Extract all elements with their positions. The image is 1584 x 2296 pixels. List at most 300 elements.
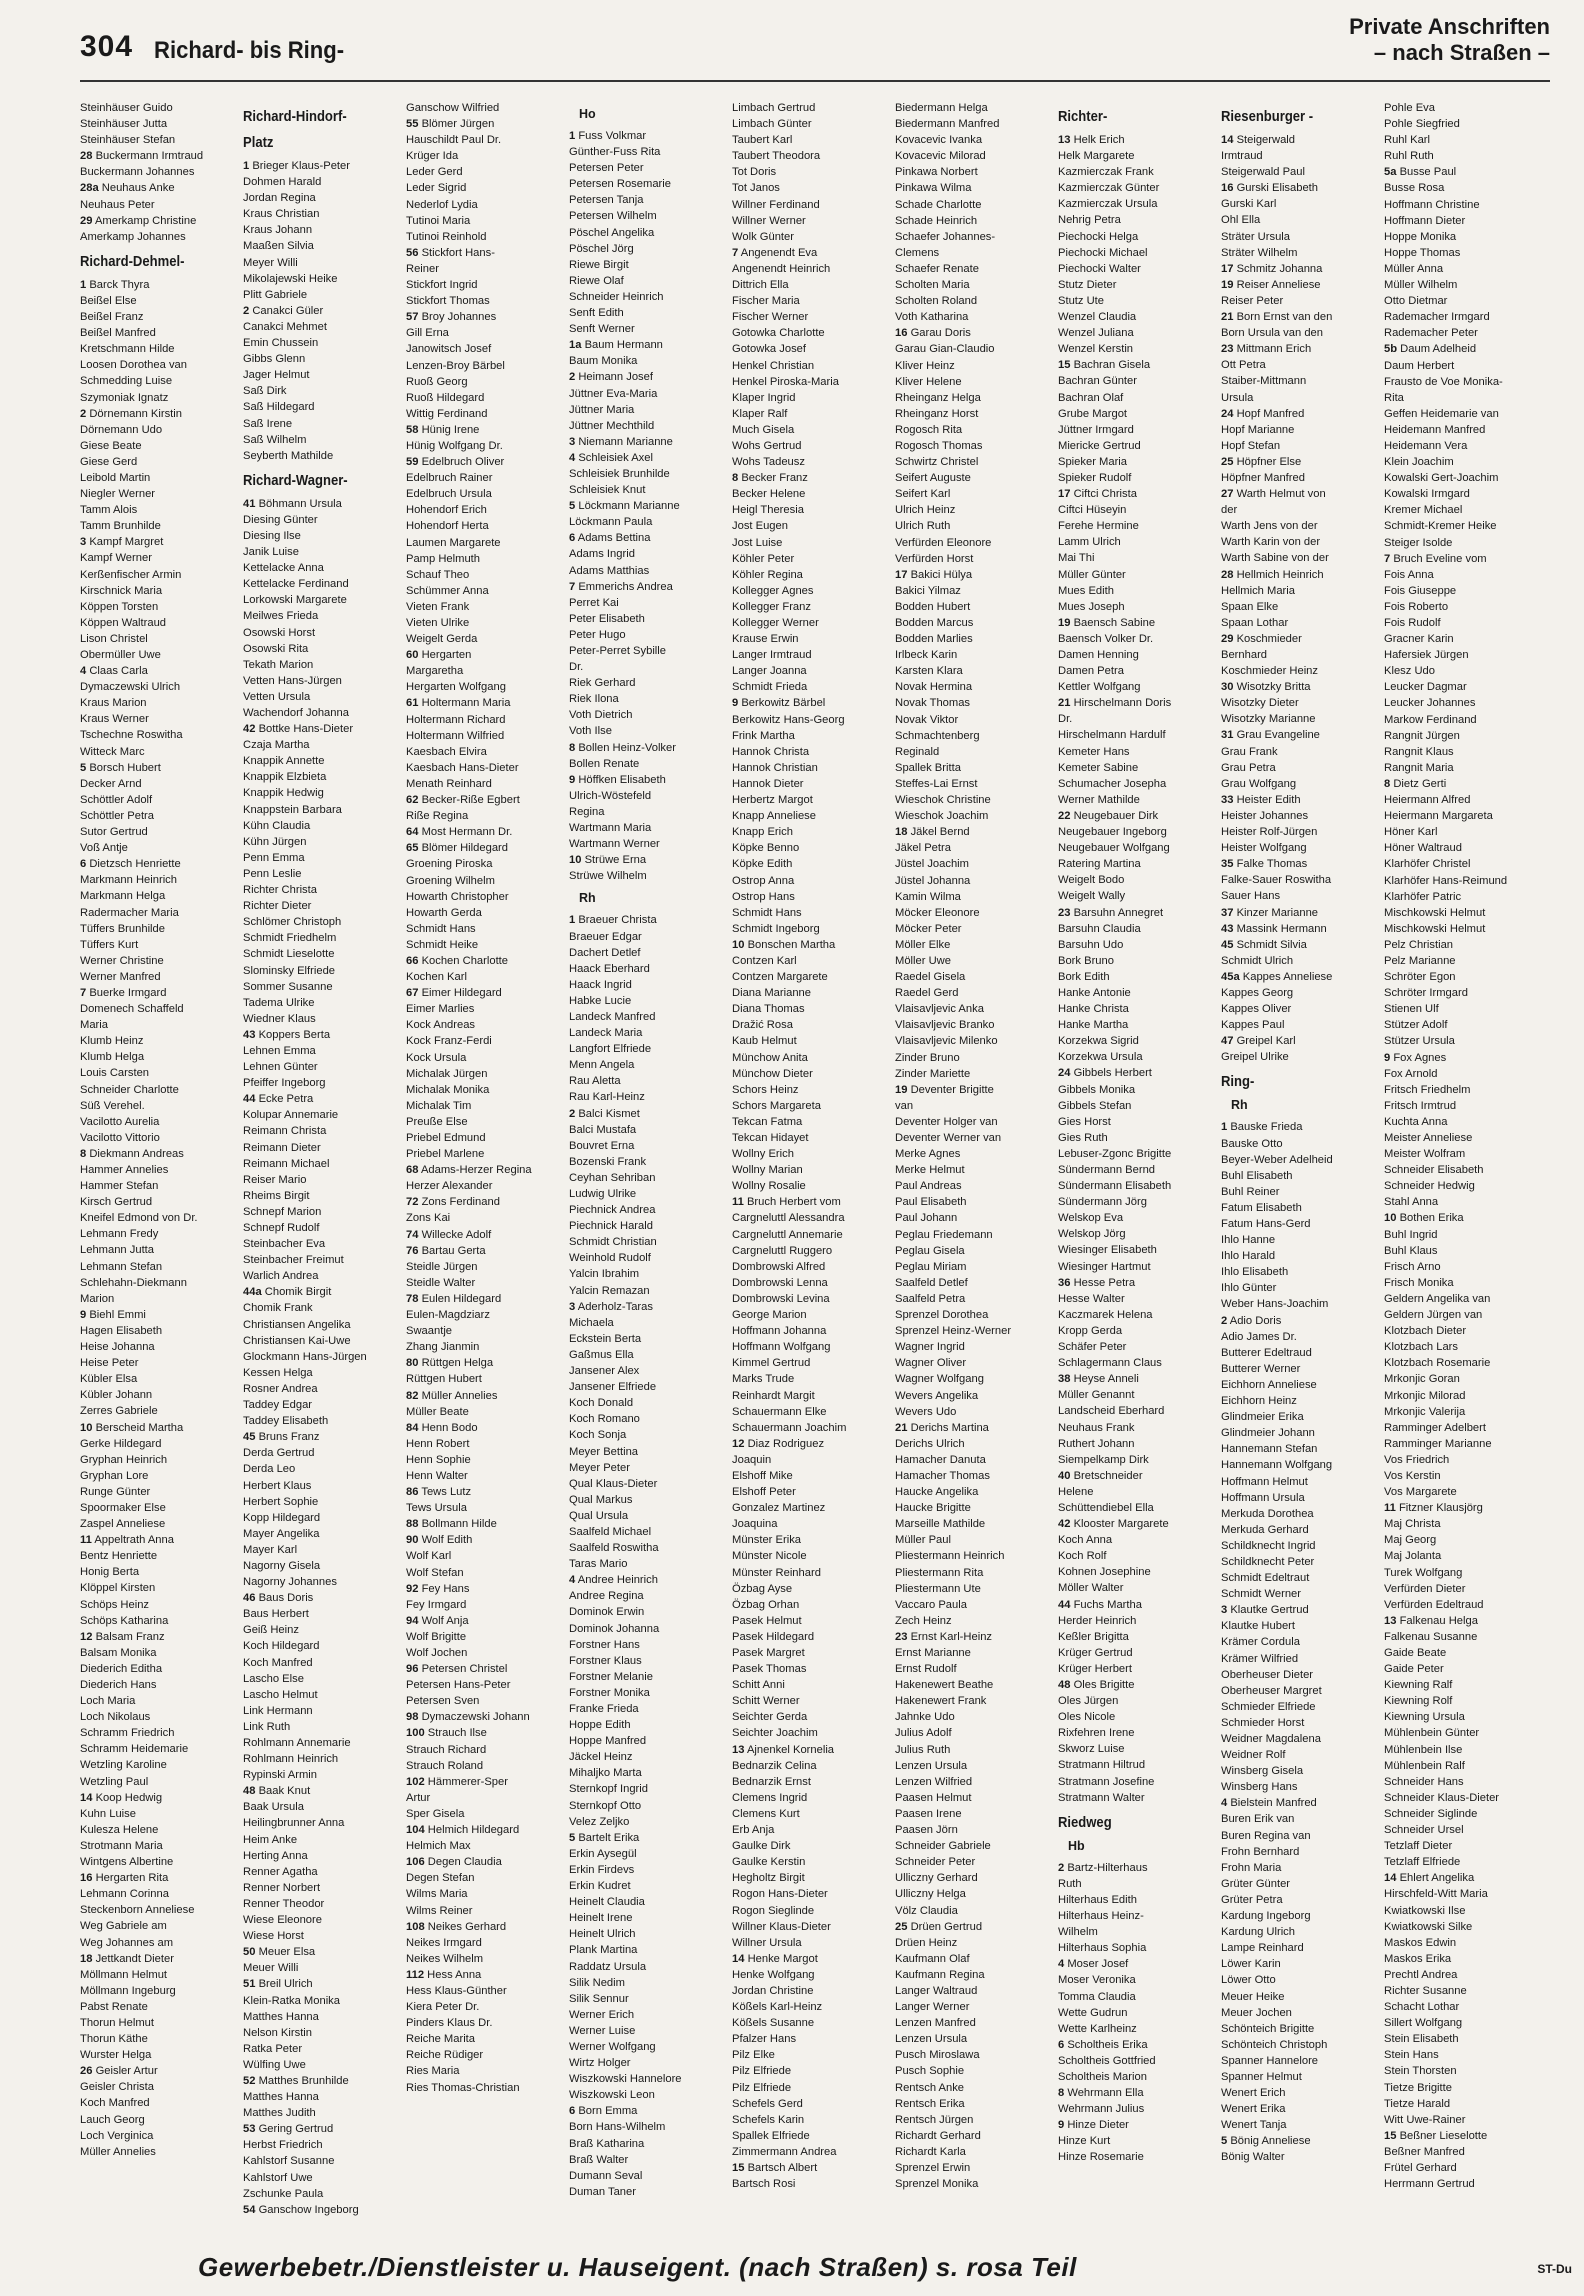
- resident-entry: [732, 1677, 892, 1693]
- house-number: 7: [569, 580, 576, 593]
- resident-entry: [243, 753, 403, 769]
- resident-entry: [732, 969, 892, 985]
- resident-name: Peter Hugo: [569, 628, 626, 641]
- resident-name: Mues Edith: [1058, 584, 1114, 597]
- resident-entry: [569, 929, 729, 945]
- house-number: 6: [569, 532, 576, 545]
- resident-name: Schleisiek Knut: [569, 484, 646, 497]
- resident-name: Spoormaker Else: [80, 1501, 166, 1514]
- resident-name: Spanner Helmut: [1221, 2070, 1302, 2083]
- resident-entry: [80, 615, 240, 631]
- resident-name: Knappik Elzbieta: [243, 771, 327, 784]
- resident-entry: [1384, 1114, 1544, 1130]
- house-number: 67: [406, 987, 419, 1000]
- resident-entry: [1221, 1554, 1381, 1570]
- resident-entry: [243, 1027, 403, 1043]
- house-number: 17: [1221, 262, 1234, 275]
- resident-name: Kneifel Edmond von Dr.: [80, 1212, 198, 1225]
- resident-name: Vaccaro Paula: [895, 1598, 967, 1611]
- resident-name: Lehmann Fredy: [80, 1228, 159, 1241]
- resident-name: Heister Johannes: [1221, 809, 1309, 822]
- resident-entry: [732, 518, 892, 534]
- house-number: 31: [1221, 729, 1234, 742]
- resident-name: Matthes Hanna: [243, 2010, 319, 2023]
- resident-name: Koch Romano: [569, 1413, 640, 1426]
- resident-entry: [80, 631, 240, 647]
- resident-name: Falkenau Helga: [1399, 1614, 1478, 1627]
- resident-entry: [1221, 1747, 1381, 1763]
- resident-name: Honig Berta: [80, 1566, 140, 1579]
- resident-entry: [1384, 695, 1544, 711]
- resident-name: Wenzel Claudia: [1058, 311, 1137, 324]
- resident-entry: [1058, 196, 1218, 212]
- resident-name: Jost Luise: [732, 536, 783, 549]
- resident-entry: [895, 2128, 1055, 2144]
- resident-entry: [569, 740, 729, 756]
- resident-entry: [732, 1404, 892, 1420]
- resident-name: Marks Trude: [732, 1373, 795, 1386]
- house-number: 9: [1058, 2119, 1065, 2132]
- resident-name: Heiermann Alfred: [1384, 794, 1471, 807]
- resident-entry: [732, 1709, 892, 1725]
- resident-name: Gill Erna: [406, 327, 449, 340]
- resident-entry: [406, 1001, 566, 1017]
- resident-entry: [243, 1156, 403, 1172]
- resident-name: Edelbruch Ursula: [406, 488, 492, 501]
- resident-entry: [569, 1540, 729, 1556]
- resident-name: Czaja Martha: [243, 739, 310, 752]
- resident-name: Forstner Melanie: [569, 1670, 653, 1683]
- resident-entry: [569, 1862, 729, 1878]
- resident-name: Grüter Petra: [1221, 1893, 1283, 1906]
- resident-entry: [1221, 534, 1381, 550]
- resident-name: Maskos Edwin: [1384, 1936, 1457, 1949]
- resident-entry: [895, 663, 1055, 679]
- resident-name: Keßler Brigitta: [1058, 1630, 1129, 1643]
- resident-name: Fox Agnes: [1393, 1051, 1447, 1064]
- resident-entry: [1058, 518, 1218, 534]
- house-number: 24: [1221, 407, 1234, 420]
- resident-entry: [569, 1588, 729, 1604]
- house-number: 10: [1384, 1212, 1397, 1225]
- resident-name: Jäckel Heinz: [569, 1751, 633, 1764]
- resident-name: Chomik Frank: [243, 1302, 313, 1315]
- resident-entry: [895, 1130, 1055, 1146]
- resident-name: Hannemann Wolfgang: [1221, 1459, 1333, 1472]
- resident-name: Hannok Christian: [732, 761, 818, 774]
- resident-entry: [243, 608, 403, 624]
- resident-name: Hesse Walter: [1058, 1292, 1125, 1305]
- resident-entry: [569, 1524, 729, 1540]
- resident-entry: [569, 2103, 729, 2119]
- resident-entry: [406, 197, 566, 213]
- resident-entry: [732, 744, 892, 760]
- resident-name: Margaretha: [406, 665, 464, 678]
- resident-name: Tomma Claudia: [1058, 1990, 1136, 2003]
- resident-name: Klotzbach Rosemarie: [1384, 1357, 1491, 1370]
- resident-entry: [1058, 1613, 1218, 1629]
- district-code: Rh: [1231, 1098, 1248, 1113]
- resident-entry: [243, 303, 403, 319]
- resident-name: Hünig Wolfgang Dr.: [406, 439, 503, 452]
- resident-name: Becker Franz: [741, 472, 808, 485]
- resident-entry: [1058, 663, 1218, 679]
- resident-name: Andree Regina: [569, 1590, 644, 1603]
- resident-entry: [1221, 1506, 1381, 1522]
- resident-name: Balci Mustafa: [569, 1123, 637, 1136]
- house-number: 6: [1058, 2038, 1065, 2051]
- resident-entry: [406, 985, 566, 1001]
- resident-entry: [243, 2153, 403, 2169]
- resident-entry: [1058, 1876, 1218, 1892]
- resident-name: Taddey Edgar: [243, 1399, 313, 1412]
- resident-entry: [1384, 985, 1544, 1001]
- resident-name: Kohnen Josephine: [1058, 1566, 1151, 1579]
- resident-name: Kiewning Ursula: [1384, 1711, 1465, 1724]
- resident-name: Schefels Karin: [732, 2113, 805, 2126]
- resident-name: Baum Hermann: [584, 339, 663, 352]
- resident-entry: [895, 2160, 1055, 2176]
- house-number: 44a: [243, 1286, 262, 1299]
- resident-entry: [1221, 760, 1381, 776]
- resident-name: Knapp Anneliese: [732, 810, 816, 823]
- resident-entry: [1058, 1323, 1218, 1339]
- resident-name: Hergarten: [421, 649, 472, 662]
- resident-entry: [569, 1122, 729, 1138]
- resident-name: Langer Werner: [895, 2001, 970, 2014]
- resident-entry: [1058, 937, 1218, 953]
- resident-name: Staiber-Mittmann: [1221, 375, 1307, 388]
- resident-entry: [569, 1814, 729, 1830]
- resident-entry: [1058, 647, 1218, 663]
- resident-entry: [895, 1355, 1055, 1371]
- resident-entry: [1058, 840, 1218, 856]
- house-number: 28a: [80, 182, 99, 195]
- house-number: 21: [895, 1421, 908, 1434]
- resident-entry: [80, 1983, 240, 1999]
- resident-name: Perret Kai: [569, 596, 619, 609]
- resident-name: Steidle Jürgen: [406, 1260, 478, 1273]
- resident-name: Tekcan Hidayet: [732, 1132, 809, 1144]
- resident-name: Bodden Marcus: [895, 617, 974, 629]
- resident-name: Heimann Josef: [578, 371, 653, 384]
- resident-name: Derichs Ulrich: [895, 1437, 965, 1450]
- resident-entry: [406, 1098, 566, 1114]
- resident-entry: [895, 1951, 1055, 1967]
- resident-name: Zimmermann Andrea: [732, 2145, 837, 2158]
- resident-name: Meister Wolfram: [1384, 1148, 1466, 1161]
- resident-entry: [1384, 180, 1544, 196]
- resident-name: Hagen Elisabeth: [80, 1324, 163, 1337]
- resident-entry: [243, 1703, 403, 1719]
- resident-entry: [243, 946, 403, 962]
- house-number: 61: [406, 697, 419, 710]
- resident-name: Schors Margareta: [732, 1099, 821, 1112]
- resident-entry: [406, 1629, 566, 1645]
- resident-name: Wohs Gertrud: [732, 439, 802, 452]
- resident-entry: [895, 422, 1055, 438]
- resident-name: Richardt Karla: [895, 2145, 966, 2158]
- resident-name: Renner Norbert: [243, 1881, 321, 1894]
- resident-entry: [569, 977, 729, 993]
- resident-name: Wette Karlheinz: [1058, 2022, 1137, 2035]
- resident-entry: [1221, 1474, 1381, 1490]
- resident-entry: [1221, 1200, 1381, 1216]
- resident-entry: [1384, 2128, 1544, 2144]
- resident-entry: [1058, 2053, 1218, 2069]
- resident-name: Fois Roberto: [1384, 600, 1449, 613]
- resident-name: Leucker Dagmar: [1384, 681, 1467, 694]
- resident-name: Diana Thomas: [732, 1003, 805, 1016]
- resident-name: Schaefer Johannes-: [895, 230, 996, 243]
- resident-entry: [243, 1445, 403, 1461]
- resident-entry: [1221, 2053, 1381, 2069]
- resident-entry: [80, 1661, 240, 1677]
- resident-entry: [1384, 873, 1544, 889]
- resident-name: Leder Gerd: [406, 166, 463, 179]
- house-number: 14: [732, 1952, 745, 1965]
- resident-entry: [406, 647, 566, 663]
- resident-name: Eimer Hildegard: [421, 987, 502, 1000]
- house-number: 90: [406, 1534, 419, 1547]
- resident-name: Pelz Marianne: [1384, 954, 1456, 967]
- resident-name: Fitzner Klausjörg: [1398, 1502, 1483, 1515]
- resident-entry: [406, 1999, 566, 2015]
- resident-entry: [569, 1733, 729, 1749]
- resident-entry: [569, 595, 729, 611]
- resident-name: Wiesinger Elisabeth: [1058, 1244, 1157, 1257]
- resident-name: Höner Karl: [1384, 826, 1438, 839]
- resident-entry: [80, 1049, 240, 1065]
- resident-entry: [732, 502, 892, 518]
- resident-name: Runge Günter: [80, 1485, 151, 1498]
- resident-entry: [569, 1556, 729, 1572]
- resident-entry: [1221, 486, 1381, 502]
- resident-name: Petersen Tanja: [569, 194, 644, 207]
- resident-entry: [1058, 2133, 1218, 2149]
- resident-entry: [406, 921, 566, 937]
- resident-entry: [80, 1999, 240, 2015]
- resident-entry: [1384, 1919, 1544, 1935]
- resident-name: Tüffers Brunhilde: [80, 922, 165, 935]
- directory-columns: [80, 100, 1550, 2216]
- resident-entry: [80, 1065, 240, 1081]
- resident-name: Ruoß Georg: [406, 375, 468, 388]
- resident-entry: [1058, 711, 1218, 727]
- resident-entry: [732, 2160, 892, 2176]
- resident-name: Schmachtenberg: [895, 729, 980, 742]
- resident-name: Schaefer Renate: [895, 262, 979, 275]
- resident-entry: [80, 1757, 240, 1773]
- resident-entry: [1221, 1049, 1381, 1065]
- resident-name: Richter Susanne: [1384, 1984, 1467, 1997]
- resident-name: Schönteich Brigitte: [1221, 2022, 1315, 2035]
- house-number: 4: [1221, 1797, 1228, 1810]
- resident-entry: [406, 824, 566, 840]
- resident-entry: [569, 868, 729, 884]
- resident-name: Priebel Edmund: [406, 1132, 486, 1144]
- resident-name: Renner Theodor: [243, 1897, 325, 1910]
- resident-name: Willecke Adolf: [421, 1228, 492, 1241]
- resident-entry: [895, 889, 1055, 905]
- resident-name: Hanke Antonie: [1058, 986, 1131, 999]
- resident-name: Becker Helene: [732, 488, 806, 501]
- resident-entry: [895, 197, 1055, 213]
- resident-name: Schlömer Christoph: [243, 916, 342, 929]
- resident-name: Kappes Georg: [1221, 986, 1294, 999]
- resident-name: Adams Ingrid: [569, 548, 635, 561]
- resident-name: Willner Werner: [732, 214, 806, 227]
- resident-name: Vieten Frank: [406, 600, 470, 613]
- resident-entry: [1221, 1425, 1381, 1441]
- resident-entry: [895, 2063, 1055, 2079]
- resident-name: Born Ursula van den: [1221, 327, 1323, 340]
- resident-name: Howarth Gerda: [406, 906, 482, 919]
- resident-entry: [569, 912, 729, 928]
- resident-entry: [243, 2202, 403, 2218]
- resident-name: Tschechne Roswitha: [80, 729, 183, 742]
- section-title: [1349, 14, 1550, 66]
- resident-entry: [243, 2073, 403, 2089]
- house-number: 66: [406, 954, 419, 967]
- resident-name: Kowalski Irmgard: [1384, 488, 1470, 501]
- resident-entry: [406, 406, 566, 422]
- resident-name: Mrkonjic Goran: [1384, 1373, 1460, 1386]
- resident-entry: [406, 486, 566, 502]
- resident-entry: [1058, 1242, 1218, 1258]
- resident-entry: [1384, 1565, 1544, 1581]
- resident-name: Stienen Ulf: [1384, 1003, 1439, 1016]
- resident-entry: [1221, 293, 1381, 309]
- resident-entry: [1058, 454, 1218, 470]
- resident-name: Wenzel Kerstin: [1058, 343, 1134, 356]
- resident-name: Kettler Wolfgang: [1058, 681, 1141, 694]
- resident-name: Novak Hermina: [895, 681, 973, 694]
- resident-entry: [732, 1693, 892, 1709]
- resident-name: Tadema Ulrike: [243, 996, 315, 1009]
- resident-name: Peglau Friedemann: [895, 1228, 993, 1241]
- resident-entry: [1384, 792, 1544, 808]
- resident-name: Karsten Klara: [895, 665, 963, 678]
- resident-entry: [1384, 712, 1544, 728]
- resident-name: Kardung Ingeborg: [1221, 1910, 1311, 1923]
- resident-entry: [1058, 744, 1218, 760]
- resident-name: Meuer Heike: [1221, 1990, 1285, 2003]
- house-number: 19: [1058, 616, 1071, 629]
- resident-entry: [895, 551, 1055, 567]
- resident-entry: [406, 1854, 566, 1870]
- resident-entry: [895, 1967, 1055, 1983]
- house-number: 65: [406, 842, 419, 855]
- resident-entry: [243, 1622, 403, 1638]
- house-number: 3: [80, 536, 87, 549]
- resident-entry: [80, 1838, 240, 1854]
- resident-name: Michalak Monika: [406, 1083, 490, 1096]
- resident-entry: [732, 1758, 892, 1774]
- resident-entry: [80, 1725, 240, 1741]
- resident-name: Wilms Reiner: [406, 1904, 473, 1917]
- resident-name: Glindmeier Erika: [1221, 1411, 1304, 1424]
- house-number: 37: [1221, 906, 1234, 919]
- resident-name: Balsam Franz: [95, 1630, 165, 1643]
- resident-name: Schwirtz Christel: [895, 456, 979, 469]
- resident-entry: [406, 969, 566, 985]
- resident-name: Vieten Ulrike: [406, 617, 470, 629]
- resident-entry: [1058, 422, 1218, 438]
- resident-entry: [569, 1749, 729, 1765]
- house-number: 11: [80, 1534, 92, 1547]
- resident-entry: [1221, 1634, 1381, 1650]
- resident-entry: [895, 937, 1055, 953]
- resident-entry: [406, 374, 566, 390]
- resident-name: Geiß Heinz: [243, 1624, 299, 1637]
- resident-name: Wollny Rosalie: [732, 1180, 806, 1193]
- resident-name: Richardt Gerhard: [895, 2129, 981, 2142]
- resident-name: Kuchta Anna: [1384, 1115, 1448, 1128]
- resident-name: Lamm Ulrich: [1058, 536, 1121, 549]
- resident-entry: [406, 293, 566, 309]
- resident-entry: [1221, 1033, 1381, 1049]
- resident-entry: [1221, 1586, 1381, 1602]
- resident-entry: [1058, 760, 1218, 776]
- resident-name: Tekath Marion: [243, 658, 314, 671]
- resident-entry: [1058, 470, 1218, 486]
- resident-name: Diesing Ilse: [243, 529, 301, 542]
- resident-name: Kühn Claudia: [243, 819, 311, 832]
- resident-name: Saalfeld Detlef: [895, 1276, 968, 1289]
- resident-name: Jüttner Mechthild: [569, 419, 655, 432]
- resident-name: Köppen Torsten: [80, 600, 159, 613]
- resident-entry: [569, 466, 729, 482]
- resident-name: Hergarten Rita: [95, 1872, 169, 1885]
- resident-entry: [1384, 808, 1544, 824]
- resident-name: Kraus Werner: [80, 713, 149, 726]
- resident-name: Barsuhn Claudia: [1058, 922, 1141, 935]
- resident-name: Ehlert Angelika: [1399, 1872, 1475, 1885]
- resident-entry: [406, 1114, 566, 1130]
- resident-entry: [1384, 374, 1544, 390]
- resident-name: Krüger Herbert: [1058, 1662, 1132, 1675]
- resident-entry: [1221, 1795, 1381, 1811]
- resident-name: Langfort Elfriede: [569, 1043, 652, 1056]
- resident-name: Dominok Johanna: [569, 1622, 660, 1635]
- resident-entry: [895, 406, 1055, 422]
- house-number: 1a: [569, 339, 582, 352]
- resident-entry: [569, 1106, 729, 1122]
- resident-name: Gies Ruth: [1058, 1131, 1108, 1144]
- resident-name: Taddey Elisabeth: [243, 1415, 329, 1428]
- resident-entry: [895, 1886, 1055, 1902]
- resident-entry: [1384, 486, 1544, 502]
- resident-entry: [732, 1935, 892, 1951]
- resident-name: Helmich Max: [406, 1840, 471, 1853]
- resident-name: Gotowka Josef: [732, 343, 806, 356]
- resident-name: Mrkonjic Milorad: [1384, 1389, 1466, 1402]
- resident-entry: [243, 560, 403, 576]
- resident-name: Kock Andreas: [406, 1019, 476, 1032]
- resident-name: Schmidt Lieselotte: [243, 948, 335, 961]
- resident-name: Kaub Helmut: [732, 1035, 797, 1048]
- resident-entry: [243, 1848, 403, 1864]
- resident-name: Warth Karin von der: [1221, 536, 1321, 549]
- directory-column: [732, 100, 895, 2190]
- resident-name: Werner Christine: [80, 954, 164, 967]
- resident-name: Biedermann Manfred: [895, 118, 1000, 131]
- resident-name: Sper Gisela: [406, 1807, 465, 1820]
- resident-entry: [1221, 1602, 1381, 1618]
- house-number: 52: [243, 2074, 256, 2087]
- resident-name: Krämer Cordula: [1221, 1636, 1300, 1649]
